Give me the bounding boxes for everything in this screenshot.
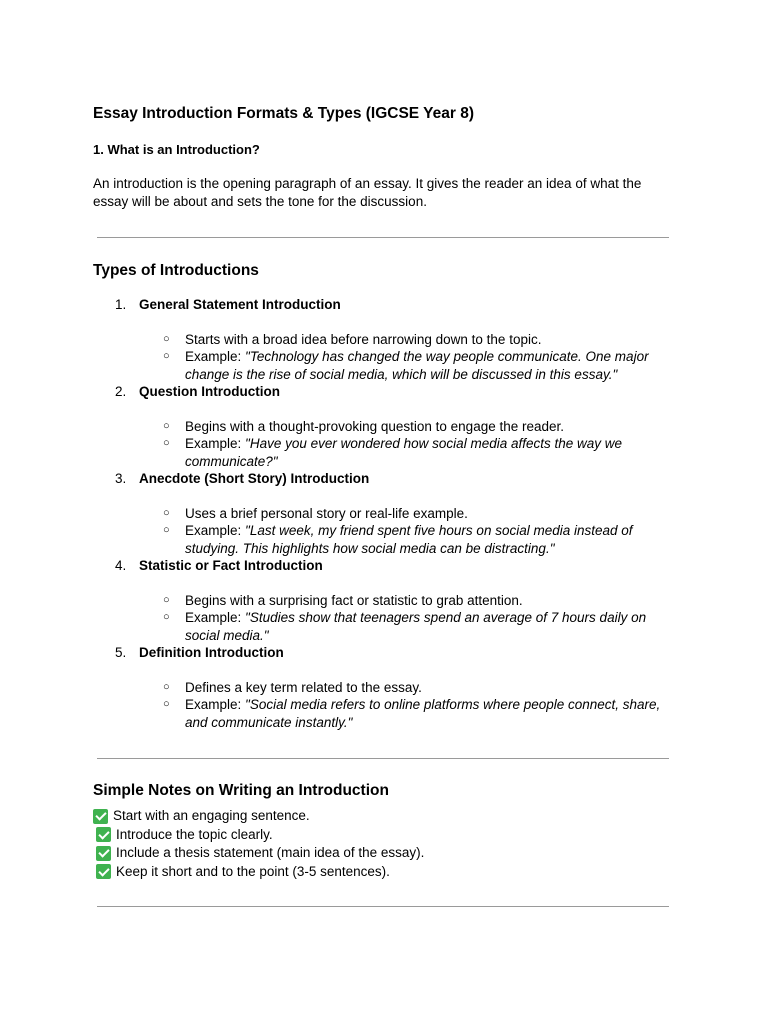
simple-notes-heading: Simple Notes on Writing an Introduction (93, 782, 389, 799)
type-example (139, 435, 673, 470)
type-title: Anecdote (Short Story) Introduction (139, 471, 370, 486)
type-points (139, 331, 673, 384)
example-text: "Last week, my friend spent five hours on social media instead of studying. This highlights how social media can be distracting." (185, 523, 633, 556)
type-description: ○ Defines a key term related to the essay. (163, 679, 422, 695)
check-mark-icon (96, 827, 111, 842)
type-number: 1. (115, 297, 127, 312)
type-example (139, 348, 673, 383)
hollow-bullet-icon: ○ (163, 593, 170, 606)
type-title: General Statement Introduction (139, 297, 341, 312)
type-example (139, 696, 673, 731)
type-item-general-statement (93, 296, 673, 383)
example-label: Example: (185, 610, 246, 625)
type-title: Question Introduction (139, 384, 280, 399)
introduction-definition-paragraph: An introduction is the opening paragraph of an essay. It gives the reader an idea of what the essay will be about and sets the tone for the discussion. (93, 176, 642, 209)
hollow-bullet-icon: ○ (163, 524, 170, 536)
note-item: Keep it short and to the point (3-5 sentences). (93, 863, 673, 882)
check-mark-icon (93, 809, 108, 824)
type-description: ○ Starts with a broad idea before narrowing down to the topic. (163, 331, 542, 347)
introduction-types-list (93, 296, 673, 731)
type-title: Definition Introduction (139, 645, 284, 660)
section-divider-3 (97, 906, 669, 907)
type-example (139, 522, 673, 557)
note-item: Include a thesis statement (main idea of the essay). (93, 844, 673, 863)
check-mark-icon (96, 864, 111, 879)
type-description: ○ Begins with a surprising fact or statistic to grab attention. (163, 592, 523, 608)
types-of-introductions-heading: Types of Introductions (93, 262, 259, 279)
hollow-bullet-icon: ○ (163, 611, 170, 623)
type-number: 4. (115, 558, 127, 573)
what-is-introduction-heading: 1. What is an Introduction? (93, 142, 260, 157)
note-item: Introduce the topic clearly. (93, 826, 673, 845)
example-label: Example: (185, 697, 246, 712)
type-points (139, 592, 673, 645)
example-label: Example: (185, 436, 246, 451)
hollow-bullet-icon: ○ (163, 437, 170, 449)
document-title: Essay Introduction Formats & Types (IGCSE Year 8) (93, 105, 475, 122)
type-item-anecdote (93, 470, 673, 557)
type-item-question (93, 383, 673, 470)
notes-checklist (93, 807, 673, 881)
type-description: ○ Uses a brief personal story or real-life example. (163, 505, 468, 521)
hollow-bullet-icon: ○ (163, 698, 170, 710)
type-number: 3. (115, 471, 127, 486)
type-points (139, 418, 673, 471)
type-number: 5. (115, 645, 127, 660)
type-points (139, 679, 673, 732)
example-text: "Social media refers to online platforms where people connect, share, and communicate instantly." (185, 697, 661, 730)
hollow-bullet-icon: ○ (163, 350, 170, 362)
section-divider-1 (97, 237, 669, 238)
example-label: Example: (185, 349, 246, 364)
type-number: 2. (115, 384, 127, 399)
example-text: "Technology has changed the way people communicate. One major change is the rise of social media, which will be discussed in this essay." (185, 349, 649, 382)
hollow-bullet-icon: ○ (163, 332, 170, 345)
document-page (93, 104, 673, 907)
type-description: ○ Begins with a thought-provoking question to engage the reader. (163, 418, 565, 434)
note-item: Start with an engaging sentence. (93, 807, 673, 826)
hollow-bullet-icon: ○ (163, 419, 170, 432)
example-label: Example: (185, 523, 246, 538)
type-example (139, 609, 673, 644)
hollow-bullet-icon: ○ (163, 506, 170, 519)
type-points (139, 505, 673, 558)
example-text: "Studies show that teenagers spend an average of 7 hours daily on social media." (185, 610, 647, 643)
example-text: "Have you ever wondered how social media affects the way we communicate?" (185, 436, 623, 469)
check-mark-icon (96, 846, 111, 861)
section-divider-2 (97, 758, 669, 759)
hollow-bullet-icon: ○ (163, 680, 170, 693)
type-item-statistic (93, 557, 673, 644)
type-title: Statistic or Fact Introduction (139, 558, 323, 573)
type-item-definition (93, 644, 673, 731)
